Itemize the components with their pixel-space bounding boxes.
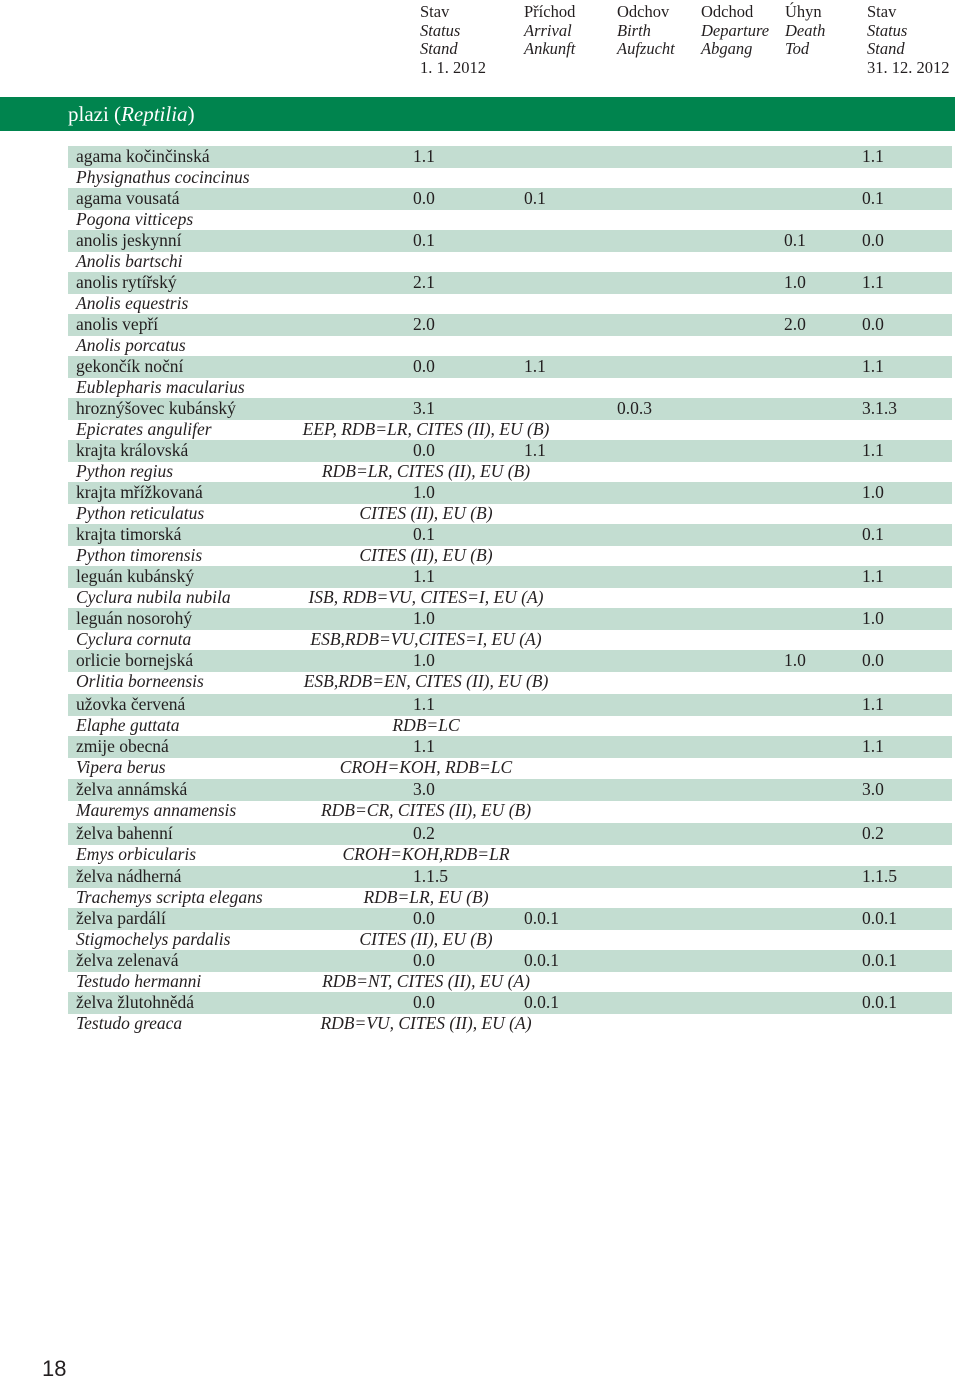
species-latin-name: Orlitia borneensis xyxy=(76,671,204,691)
count-end: 3.1.3 xyxy=(862,398,897,418)
count-end: 0.0.1 xyxy=(862,950,897,970)
count-start: 0.0 xyxy=(413,356,435,376)
header-label: Příchod xyxy=(524,2,576,21)
species-status: CITES (II), EU (B) xyxy=(359,929,493,949)
header-label: Death xyxy=(785,20,826,40)
count-end: 1.1 xyxy=(862,736,884,756)
species-common-name: užovka červená xyxy=(76,694,186,714)
species-latin-name: Elaphe guttata xyxy=(76,715,180,735)
page-number: 18 xyxy=(42,1356,67,1381)
count-arrival: 0.0.1 xyxy=(524,992,559,1012)
count-start: 1.1 xyxy=(413,694,435,714)
species-latin-name: Anolis equestris xyxy=(76,293,189,313)
species-latin-name: Testudo greaca xyxy=(76,1013,183,1033)
header-label: Úhyn xyxy=(785,2,822,21)
count-start: 0.0 xyxy=(413,188,435,208)
species-common-name: želva annámská xyxy=(76,779,188,799)
species-latin-name: Trachemys scripta elegans xyxy=(76,887,263,907)
count-death: 1.0 xyxy=(784,650,806,670)
count-start: 0.0 xyxy=(413,908,435,928)
count-start: 1.0 xyxy=(413,608,435,628)
count-start: 2.0 xyxy=(413,314,435,334)
species-latin-name: Cyclura cornuta xyxy=(76,629,192,649)
species-latin-name: Physignathus cocincinus xyxy=(76,167,250,187)
header-label: Stand xyxy=(867,39,905,58)
header-label: Odchov xyxy=(617,2,670,21)
species-latin-name: Cyclura nubila nubila xyxy=(76,587,231,607)
species-latin-name: Python reticulatus xyxy=(76,503,205,523)
count-end: 0.1 xyxy=(862,524,884,544)
section-title-suffix: ) xyxy=(187,102,195,126)
count-end: 1.1 xyxy=(862,146,884,166)
count-arrival: 1.1 xyxy=(524,356,546,376)
count-end: 1.1.5 xyxy=(862,866,897,886)
table-row xyxy=(68,566,952,588)
count-end: 3.0 xyxy=(862,779,884,799)
header-label: Stand xyxy=(420,39,458,58)
species-common-name: leguán nosorohý xyxy=(76,608,193,628)
section-title-latin: Reptilia xyxy=(121,102,188,126)
count-end: 0.2 xyxy=(862,823,884,843)
species-common-name: anolis jeskynní xyxy=(76,230,182,250)
header-label: Status xyxy=(867,20,908,40)
species-status: ESB,RDB=VU,CITES=I, EU (A) xyxy=(310,629,542,649)
species-status: RDB=VU, CITES (II), EU (A) xyxy=(320,1013,532,1033)
count-arrival: 0.1 xyxy=(524,188,546,208)
header-label: Birth xyxy=(617,20,651,40)
table-row xyxy=(68,356,952,378)
table-row xyxy=(68,230,952,252)
species-common-name: agama vousatá xyxy=(76,188,180,208)
count-end: 1.1 xyxy=(862,694,884,714)
count-end: 1.0 xyxy=(862,482,884,502)
species-status: RDB=LR, EU (B) xyxy=(363,887,489,907)
species-status: ISB, RDB=VU, CITES=I, EU (A) xyxy=(308,587,544,607)
count-end: 0.0 xyxy=(862,230,884,250)
species-status: CROH=KOH, RDB=LC xyxy=(339,757,513,777)
species-latin-name: Emys orbicularis xyxy=(76,844,197,864)
count-start: 1.0 xyxy=(413,482,435,502)
header-label: Status xyxy=(420,20,461,40)
species-latin-name: Python timorensis xyxy=(76,545,203,565)
table-row xyxy=(68,188,952,210)
species-latin-name: Eublepharis macularius xyxy=(76,377,245,397)
count-death: 2.0 xyxy=(784,314,806,334)
header-date: 1. 1. 2012 xyxy=(420,57,486,77)
table-row xyxy=(68,950,952,972)
species-common-name: želva pardálí xyxy=(76,908,166,928)
header-label: Aufzucht xyxy=(617,39,675,58)
species-latin-name: Anolis porcatus xyxy=(76,335,186,355)
species-common-name: želva zelenavá xyxy=(76,950,179,970)
count-arrival: 0.0.1 xyxy=(524,950,559,970)
table-row xyxy=(68,314,952,336)
species-common-name: krajta timorská xyxy=(76,524,182,544)
count-end: 0.0.1 xyxy=(862,992,897,1012)
header-label: Abgang xyxy=(701,39,753,58)
table-row xyxy=(68,779,952,801)
table-row xyxy=(68,440,952,462)
count-start: 1.1 xyxy=(413,566,435,586)
species-common-name: krajta královská xyxy=(76,440,189,460)
table-row xyxy=(68,524,952,546)
species-status: EEP, RDB=LR, CITES (II), EU (B) xyxy=(302,419,550,439)
header-date: 31. 12. 2012 xyxy=(867,57,950,77)
table-row xyxy=(68,608,952,630)
table-row xyxy=(68,866,952,888)
count-start: 0.0 xyxy=(413,950,435,970)
count-start: 3.0 xyxy=(413,779,435,799)
count-arrival: 1.1 xyxy=(524,440,546,460)
table-row xyxy=(68,272,952,294)
count-death: 1.0 xyxy=(784,272,806,292)
table-row xyxy=(68,694,952,716)
header-label: Ankunft xyxy=(524,39,576,58)
species-status: CROH=KOH,RDB=LR xyxy=(342,844,510,864)
count-start: 0.0 xyxy=(413,992,435,1012)
species-status: CITES (II), EU (B) xyxy=(359,545,493,565)
species-common-name: želva nádherná xyxy=(76,866,182,886)
species-latin-name: Stigmochelys pardalis xyxy=(76,929,231,949)
species-status: RDB=LC xyxy=(392,715,460,735)
species-status: RDB=NT, CITES (II), EU (A) xyxy=(322,971,530,991)
count-end: 1.1 xyxy=(862,356,884,376)
species-common-name: agama kočinčinská xyxy=(76,146,210,166)
species-common-name: želva bahenní xyxy=(76,823,173,843)
count-start: 0.0 xyxy=(413,440,435,460)
count-start: 1.0 xyxy=(413,650,435,670)
header-label: Stav xyxy=(867,2,897,21)
header-label: Departure xyxy=(701,20,770,40)
count-end: 0.0 xyxy=(862,314,884,334)
header-label: Tod xyxy=(785,39,810,58)
table-row xyxy=(68,992,952,1014)
count-start: 1.1 xyxy=(413,146,435,166)
species-latin-name: Python regius xyxy=(76,461,174,481)
count-start: 3.1 xyxy=(413,398,435,418)
species-common-name: anolis rytířský xyxy=(76,272,177,292)
table-row xyxy=(68,908,952,930)
count-birth: 0.0.3 xyxy=(617,398,652,418)
header-label: Odchod xyxy=(701,2,754,21)
header-label: Stav xyxy=(420,2,450,21)
count-arrival: 0.0.1 xyxy=(524,908,559,928)
count-end: 1.1 xyxy=(862,440,884,460)
species-common-name: anolis vepří xyxy=(76,314,159,334)
species-common-name: krajta mřížkovaná xyxy=(76,482,203,502)
count-end: 1.1 xyxy=(862,566,884,586)
count-start: 0.1 xyxy=(413,230,435,250)
species-latin-name: Anolis bartschi xyxy=(76,251,183,271)
species-common-name: hroznýšovec kubánský xyxy=(76,398,236,418)
species-common-name: gekončík noční xyxy=(76,356,184,376)
species-common-name: zmije obecná xyxy=(76,736,169,756)
species-status: CITES (II), EU (B) xyxy=(359,503,493,523)
species-status: ESB,RDB=EN, CITES (II), EU (B) xyxy=(303,671,549,691)
species-latin-name: Epicrates angulifer xyxy=(76,419,212,439)
count-start: 0.2 xyxy=(413,823,435,843)
count-end: 0.0.1 xyxy=(862,908,897,928)
species-common-name: želva žlutohnědá xyxy=(76,992,195,1012)
count-start: 1.1 xyxy=(413,736,435,756)
count-end: 1.1 xyxy=(862,272,884,292)
count-end: 0.1 xyxy=(862,188,884,208)
species-common-name: orlicie bornejská xyxy=(76,650,194,670)
species-status: RDB=LR, CITES (II), EU (B) xyxy=(321,461,531,481)
species-latin-name: Vipera berus xyxy=(76,757,166,777)
species-latin-name: Pogona vitticeps xyxy=(76,209,194,229)
count-end: 0.0 xyxy=(862,650,884,670)
count-start: 1.1.5 xyxy=(413,866,448,886)
section-title-prefix: plazi ( xyxy=(68,102,122,126)
species-latin-name: Testudo hermanni xyxy=(76,971,202,991)
count-end: 1.0 xyxy=(862,608,884,628)
count-start: 2.1 xyxy=(413,272,435,292)
count-start: 0.1 xyxy=(413,524,435,544)
header-label: Arrival xyxy=(524,20,572,40)
species-status: RDB=CR, CITES (II), EU (B) xyxy=(320,800,532,820)
species-common-name: leguán kubánský xyxy=(76,566,195,586)
table-row xyxy=(68,823,952,845)
species-latin-name: Mauremys annamensis xyxy=(76,800,237,820)
table-row xyxy=(68,736,952,758)
count-death: 0.1 xyxy=(784,230,806,250)
table-row xyxy=(68,650,952,672)
